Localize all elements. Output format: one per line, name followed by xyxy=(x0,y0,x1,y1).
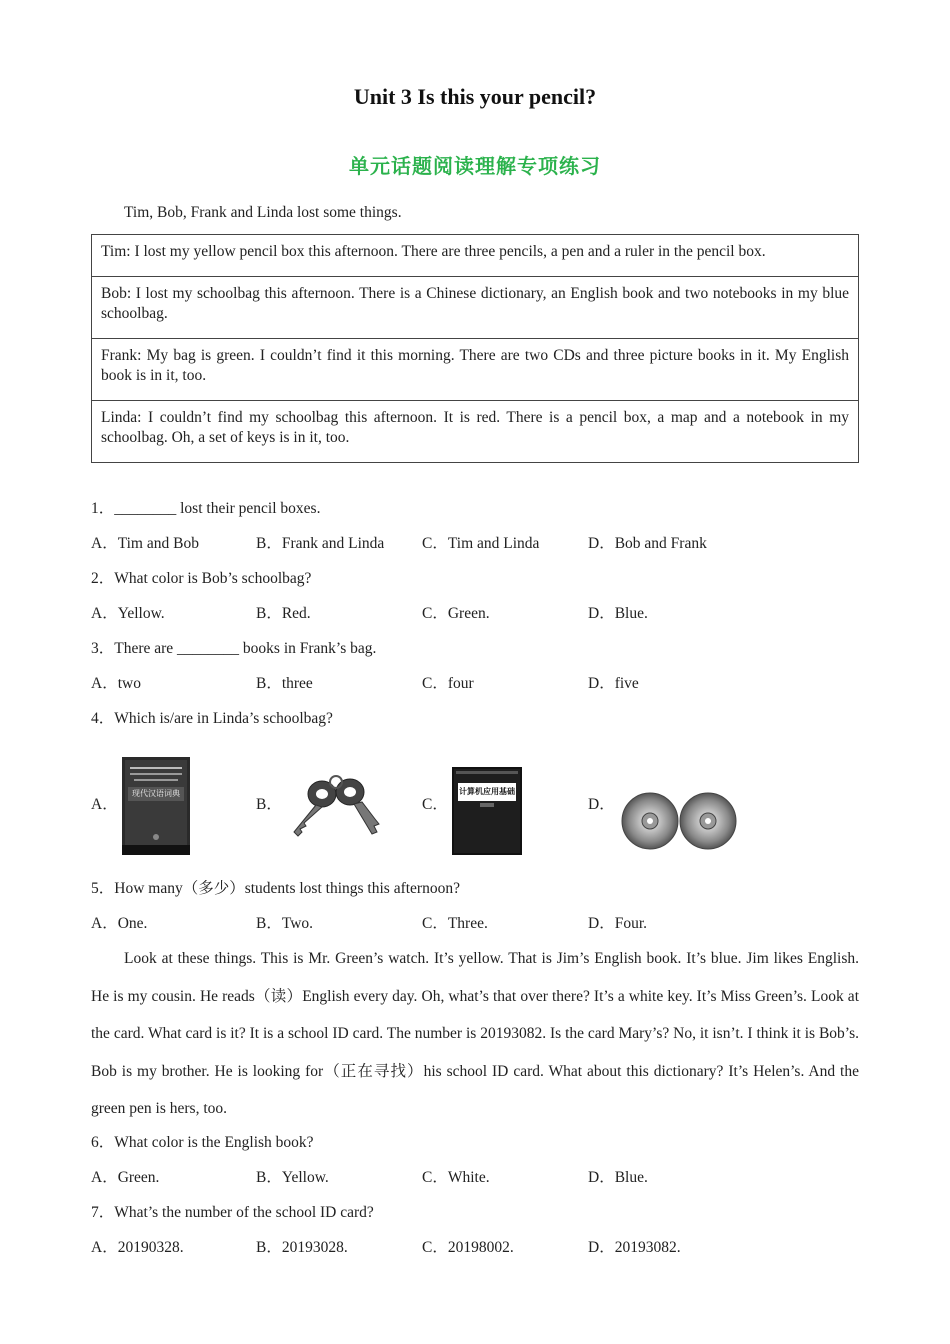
q6-option-c[interactable]: C．White. xyxy=(422,1169,490,1186)
q5-option-d[interactable]: D．Four. xyxy=(588,915,647,932)
q6-option-d[interactable]: D．Blue. xyxy=(588,1169,648,1186)
q7-option-b[interactable]: B．20193028. xyxy=(256,1239,348,1256)
question-5: 5．How many（多少）students lost things this afternoon? xyxy=(91,880,460,897)
q4-option-c[interactable]: C． xyxy=(422,796,448,813)
question-2: 2．What color is Bob’s schoolbag? xyxy=(91,570,312,587)
q4-option-b[interactable]: B． xyxy=(256,796,282,813)
q1-option-b[interactable]: B．Frank and Linda xyxy=(256,535,385,552)
question-6: 6．What color is the English book? xyxy=(91,1134,314,1151)
dictionary-cover-text: 现代汉语词典 xyxy=(132,789,180,798)
lost-items-table xyxy=(91,234,859,463)
question-4: 4．Which is/are in Linda’s schoolbag? xyxy=(91,710,333,727)
q4-option-a[interactable]: A． xyxy=(91,796,118,813)
q3-option-b[interactable]: B．three xyxy=(256,675,313,692)
q7-option-c[interactable]: C．20198002. xyxy=(422,1239,514,1256)
keys-icon[interactable] xyxy=(288,774,384,845)
q4-option-d[interactable]: D． xyxy=(588,796,615,813)
q7-option-d[interactable]: D．20193082. xyxy=(588,1239,681,1256)
q2-option-d[interactable]: D．Blue. xyxy=(588,605,648,622)
question-1: 1．________ lost their pencil boxes. xyxy=(91,500,321,517)
page-title: Unit 3 Is this your pencil? xyxy=(353,84,597,109)
q2-option-a[interactable]: A．Yellow. xyxy=(91,605,165,622)
q2-option-c[interactable]: C．Green. xyxy=(422,605,490,622)
note-bob: Bob: I lost my schoolbag this afternoon. There is a Chinese dictionary, an English book and two notebooks in my blue schoolbag. xyxy=(92,277,858,339)
dictionary-book-icon[interactable] xyxy=(122,757,190,860)
question-7: 7．What’s the number of the school ID card? xyxy=(91,1204,374,1221)
q5-option-b[interactable]: B．Two. xyxy=(256,915,314,932)
computer-book-icon[interactable] xyxy=(452,767,522,860)
note-linda: Linda: I couldn’t find my schoolbag this afternoon. It is red. There is a pencil box, a map and a notebook in my schoolbag. Oh, a set of keys is in it, too. xyxy=(101,409,849,446)
q3-option-a[interactable]: A．two xyxy=(91,675,141,692)
q1-option-c[interactable]: C．Tim and Linda xyxy=(422,535,540,552)
note-tim: Tim: I lost my yellow pencil box this afternoon. There are three pencils, a pen and a ruler in the pencil box. xyxy=(92,235,858,277)
q3-option-c[interactable]: C．four xyxy=(422,675,474,692)
page-subtitle: 单元话题阅读理解专项练习 xyxy=(349,154,601,178)
note-frank: Frank: My bag is green. I couldn’t find it this morning. There are two CDs and three picture books in it. My English book is in it, too. xyxy=(92,339,858,401)
q6-option-b[interactable]: B．Yellow. xyxy=(256,1169,329,1186)
q1-option-a[interactable]: A．Tim and Bob xyxy=(91,535,199,552)
cds-icon[interactable] xyxy=(620,792,740,855)
reading-passage: Look at these things. This is Mr. Green’s watch. It’s yellow. That is Jim’s English book. It’s blue. Jim likes English. He is my cousin. He reads（读）English every day. Oh, what’s that over there? It’s a white key. It’s Miss Green’s. Look at the card. What card is it? It is a school ID card. The number is 20193082. Is the card Mary’s? No, it isn’t. I think it is Bob’s. Bob is my brother. He is looking for（正在寻找）his school ID card. What about this dictionary? It’s Helen’s. And the green pen is hers, too. xyxy=(91,950,859,1117)
q6-option-a[interactable]: A．Green. xyxy=(91,1169,160,1186)
q1-option-d[interactable]: D．Bob and Frank xyxy=(588,535,707,552)
q5-option-a[interactable]: A．One. xyxy=(91,915,148,932)
computer-book-cover-text: 计算机应用基础 xyxy=(459,787,515,796)
q7-option-a[interactable]: A．20190328. xyxy=(91,1239,184,1256)
q5-option-c[interactable]: C．Three. xyxy=(422,915,488,932)
intro-text: Tim, Bob, Frank and Linda lost some things. xyxy=(124,204,402,221)
question-3: 3．There are ________ books in Frank’s bag. xyxy=(91,640,377,657)
q2-option-b[interactable]: B．Red. xyxy=(256,605,311,622)
q3-option-d[interactable]: D．five xyxy=(588,675,639,692)
